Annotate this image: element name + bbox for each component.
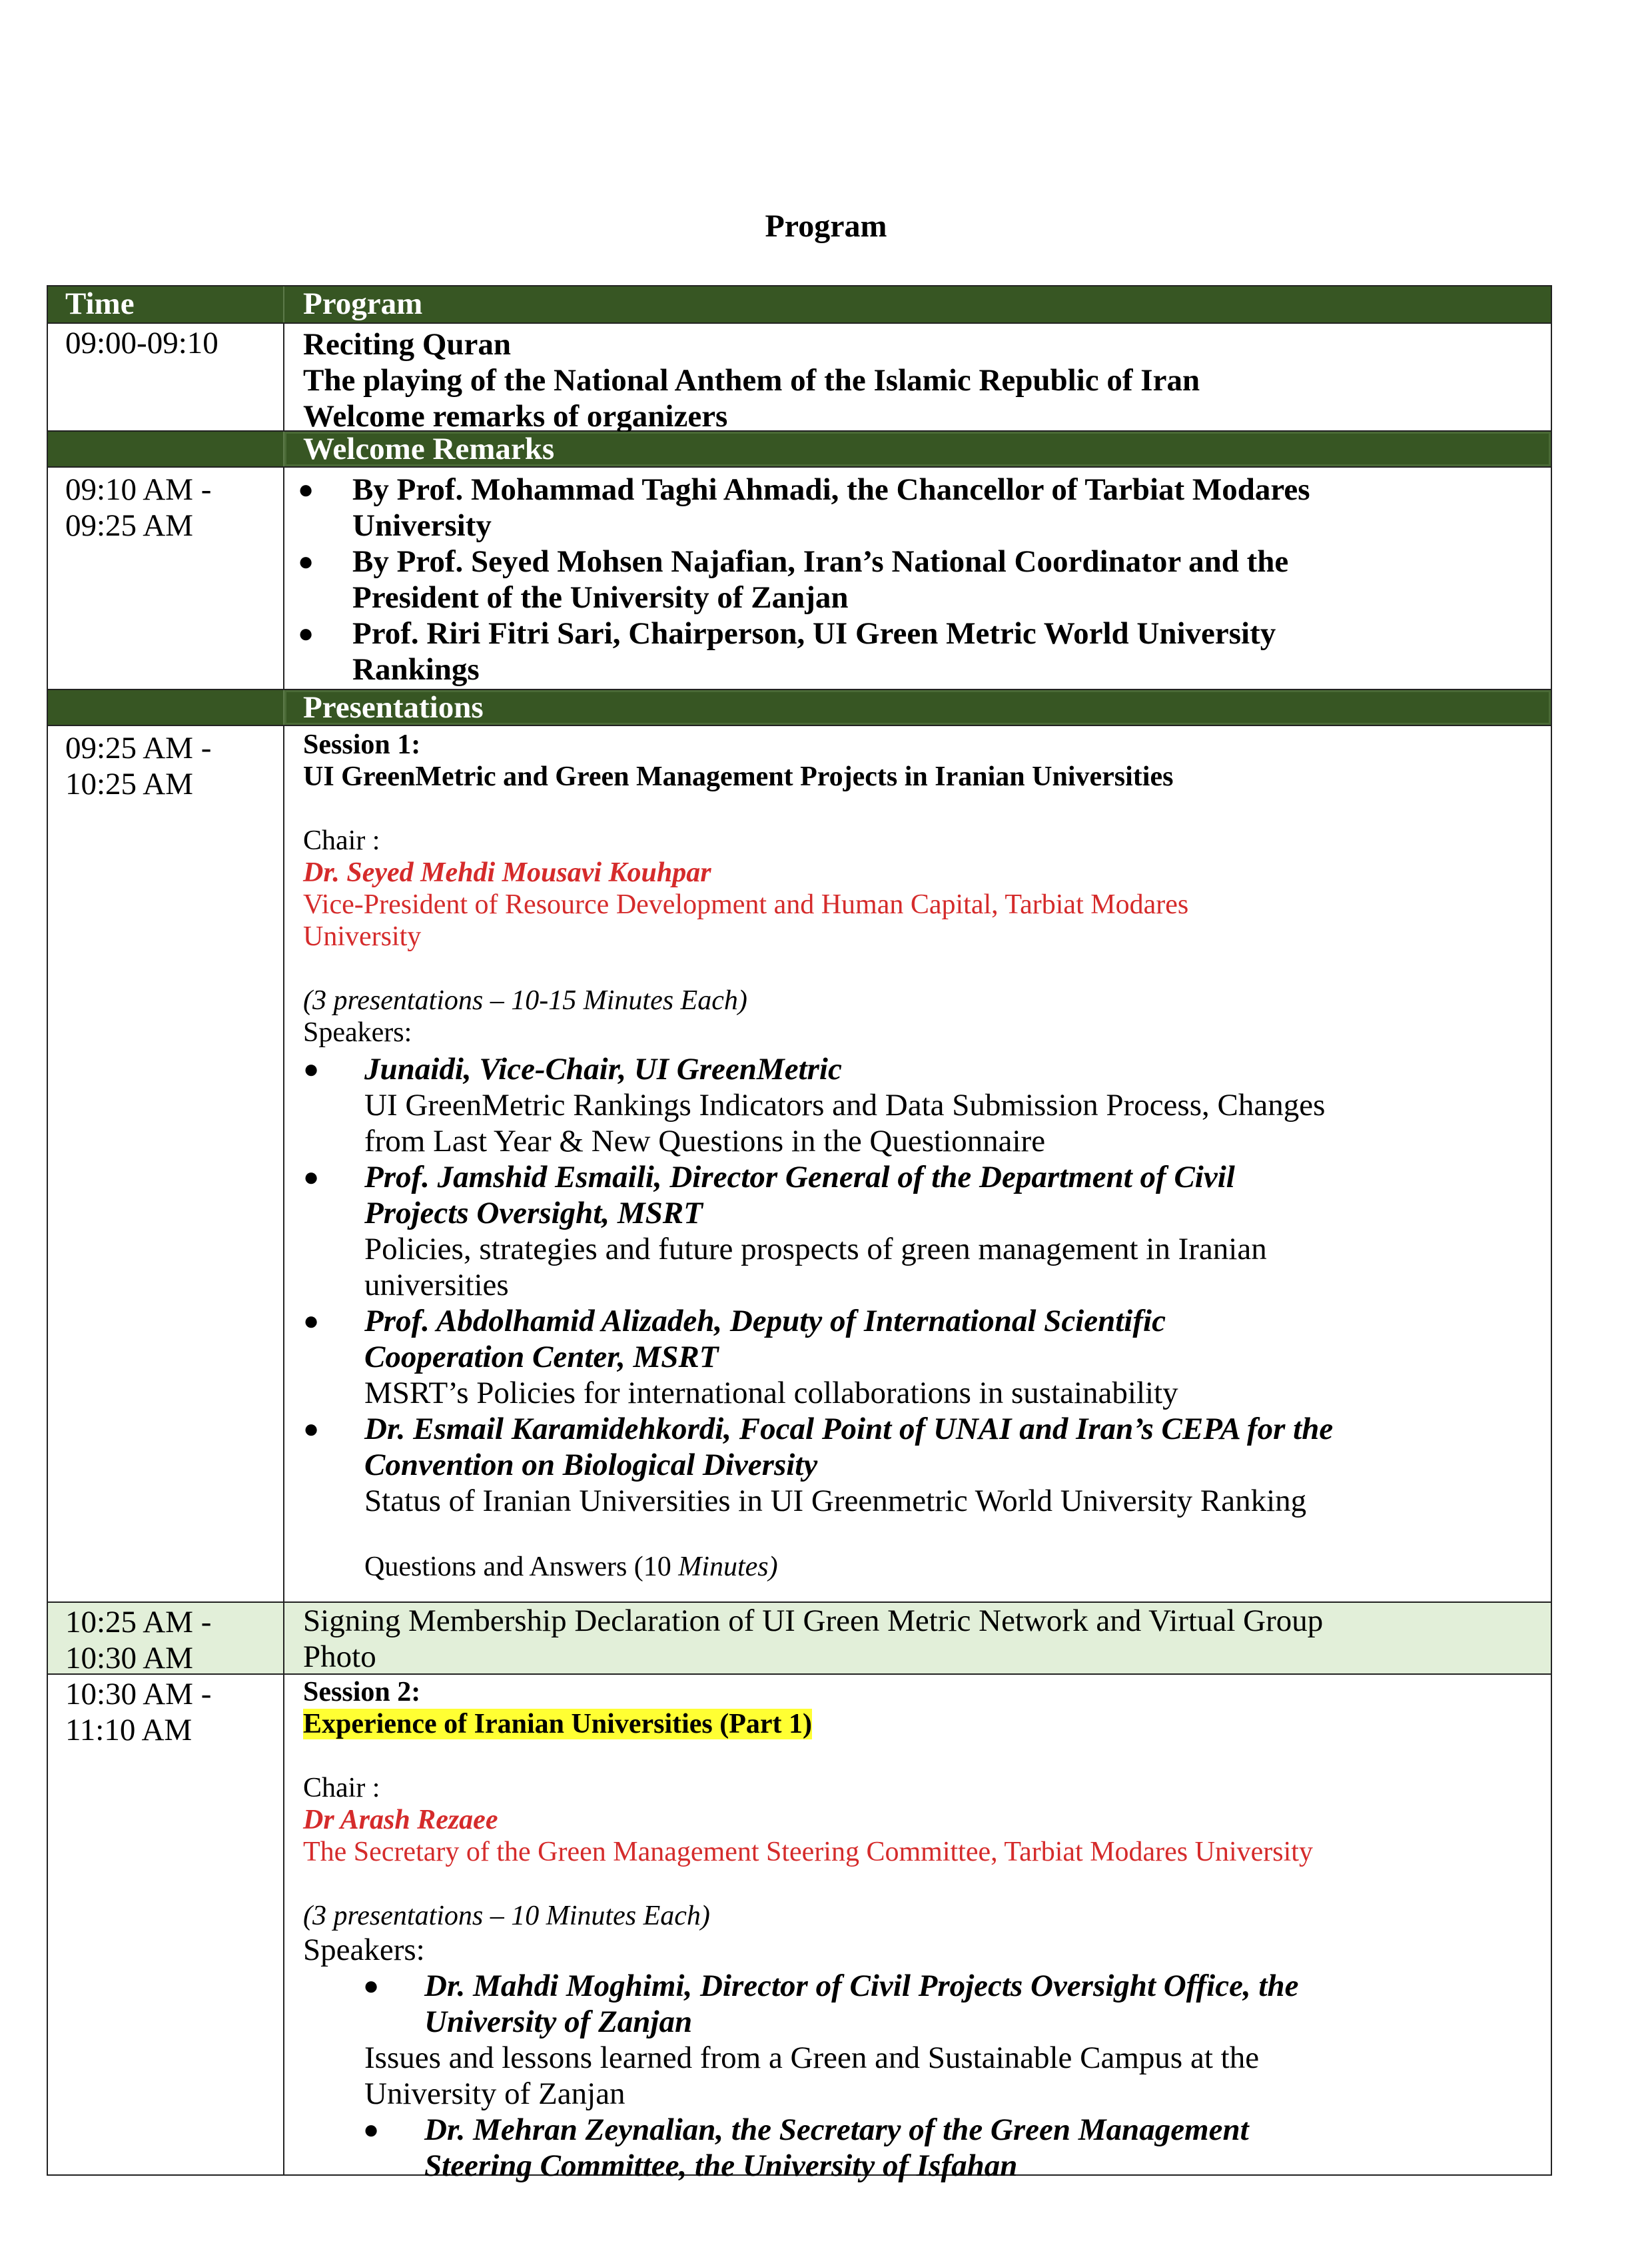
signing-text: Signing Membership Declaration of UI Green Metric Network and Virtual Group: [303, 1603, 1324, 1638]
chair-role: The Secretary of the Green Management Steering Committee, Tarbiat Modares University: [303, 1837, 1313, 1867]
session-1-time-start: 09:25 AM -: [65, 731, 212, 765]
bullet-icon: ●: [303, 1162, 320, 1192]
chair-name: Dr. Seyed Mehdi Mousavi Kouhpar: [303, 857, 711, 888]
bullet-icon: ●: [298, 546, 314, 576]
signing-text: Photo: [303, 1639, 376, 1674]
session-1-row: [48, 725, 1551, 1601]
welcome-remarks-title: Welcome Remarks: [284, 432, 1551, 466]
bullet-icon: ●: [363, 2114, 380, 2144]
speaker-item: ● Prof. Abdolhamid Alizadeh, Deputy of International Scientific Cooperation Center, MSRT MSRT’s Policies for international collaborations in sustainability: [303, 1304, 1178, 1410]
opening-time: 09:00-09:10: [48, 324, 284, 430]
speakers-label: Speakers:: [303, 1017, 412, 1048]
session-2-row: [48, 1673, 1551, 2183]
bullet-icon: ●: [303, 1054, 320, 1084]
session-format: (3 presentations – 10-15 Minutes Each): [303, 985, 747, 1016]
questions-and-answers: Questions and Answers (10 Minutes): [364, 1552, 778, 1582]
speaker-topic: University of Zanjan: [364, 2076, 625, 2111]
chair-role: University: [303, 921, 422, 952]
bullet-icon: ●: [303, 1414, 320, 1444]
session-format: (3 presentations – 10 Minutes Each): [303, 1901, 710, 1931]
welcome-remarks-bar: [48, 430, 1551, 466]
speaker-topic: Issues and lessons learned from a Green and Sustainable Campus at the: [364, 2040, 1260, 2075]
welcome-item: ● Prof. Riri Fitri Sari, Chairperson, UI Green Metric World University Rankings: [295, 616, 1531, 687]
session-1-time-end: 10:25 AM: [65, 767, 193, 801]
signing-time-start: 10:25 AM -: [65, 1605, 212, 1639]
opening-line: The playing of the National Anthem of the Islamic Republic of Iran: [303, 363, 1200, 398]
chair-label: Chair :: [303, 1773, 380, 1803]
session-2-time-start: 10:30 AM -: [65, 1677, 212, 1711]
session-1-title: UI GreenMetric and Green Management Projects in Iranian Universities: [303, 761, 1174, 792]
header-time: Time: [48, 286, 284, 322]
opening-row: [48, 322, 1551, 434]
speaker-item: ● Dr. Mehran Zeynalian, the Secretary of the Green Management Steering Committee, the University of Isfahan: [363, 2112, 1249, 2183]
session-2-time-end: 11:10 AM: [65, 1713, 193, 1747]
welcome-time-end: 09:25 AM: [65, 508, 193, 543]
session-2-label: Session 2:: [303, 1677, 421, 1707]
speaker-item: ● Dr. Mahdi Moghimi, Director of Civil Projects Oversight Office, the University of Zanjan: [363, 1969, 1299, 2039]
bullet-icon: ●: [303, 1306, 320, 1336]
session-1-label: Session 1:: [303, 729, 421, 760]
speaker-item: ● Junaidi, Vice-Chair, UI GreenMetric UI GreenMetric Rankings Indicators and Data Submission Process, Changes from Last Year & New Questions in the Questionnaire: [303, 1052, 1326, 1158]
speaker-item: ● Prof. Jamshid Esmaili, Director General of the Department of Civil Projects Oversight, MSRT Policies, strategies and future prospects of green management in Iranian universities: [303, 1160, 1267, 1302]
opening-line: Welcome remarks of organizers: [303, 399, 728, 434]
chair-role: Vice-President of Resource Development and Human Capital, Tarbiat Modares: [303, 889, 1189, 920]
speaker-item: ● Dr. Esmail Karamidehkordi, Focal Point of UNAI and Iran’s CEPA for the Convention on Biological Diversity Status of Iranian Universities in UI Greenmetric World University Ranking: [303, 1412, 1334, 1518]
signing-row: [48, 1601, 1551, 1673]
presentations-bar: [48, 689, 1551, 725]
presentations-title: Presentations: [284, 690, 1551, 725]
session-2-title: Experience of Iranian Universities (Part 1): [303, 1709, 813, 1739]
welcome-item: ● By Prof. Mohammad Taghi Ahmadi, the Chancellor of Tarbiat Modares University: [295, 472, 1531, 544]
chair-name: Dr Arash Rezaee: [303, 1805, 498, 1835]
chair-label: Chair :: [303, 825, 380, 856]
page-title: Program: [765, 209, 887, 244]
speakers-label: Speakers:: [303, 1933, 425, 1967]
bullet-icon: ●: [298, 618, 314, 648]
bullet-icon: ●: [363, 1971, 380, 2001]
bullet-icon: ●: [298, 474, 314, 504]
header-program: Program: [303, 286, 423, 321]
welcome-item: ● By Prof. Seyed Mohsen Najafian, Iran’s National Coordinator and the President of the University of Zanjan: [295, 544, 1531, 616]
program-table: [47, 285, 1552, 2183]
welcome-time-start: 09:10 AM -: [65, 472, 212, 507]
opening-line: Reciting Quran: [303, 327, 512, 362]
signing-time-end: 10:30 AM: [65, 1641, 193, 1675]
table-header-row: [48, 286, 1551, 322]
welcome-row: [48, 466, 1551, 689]
